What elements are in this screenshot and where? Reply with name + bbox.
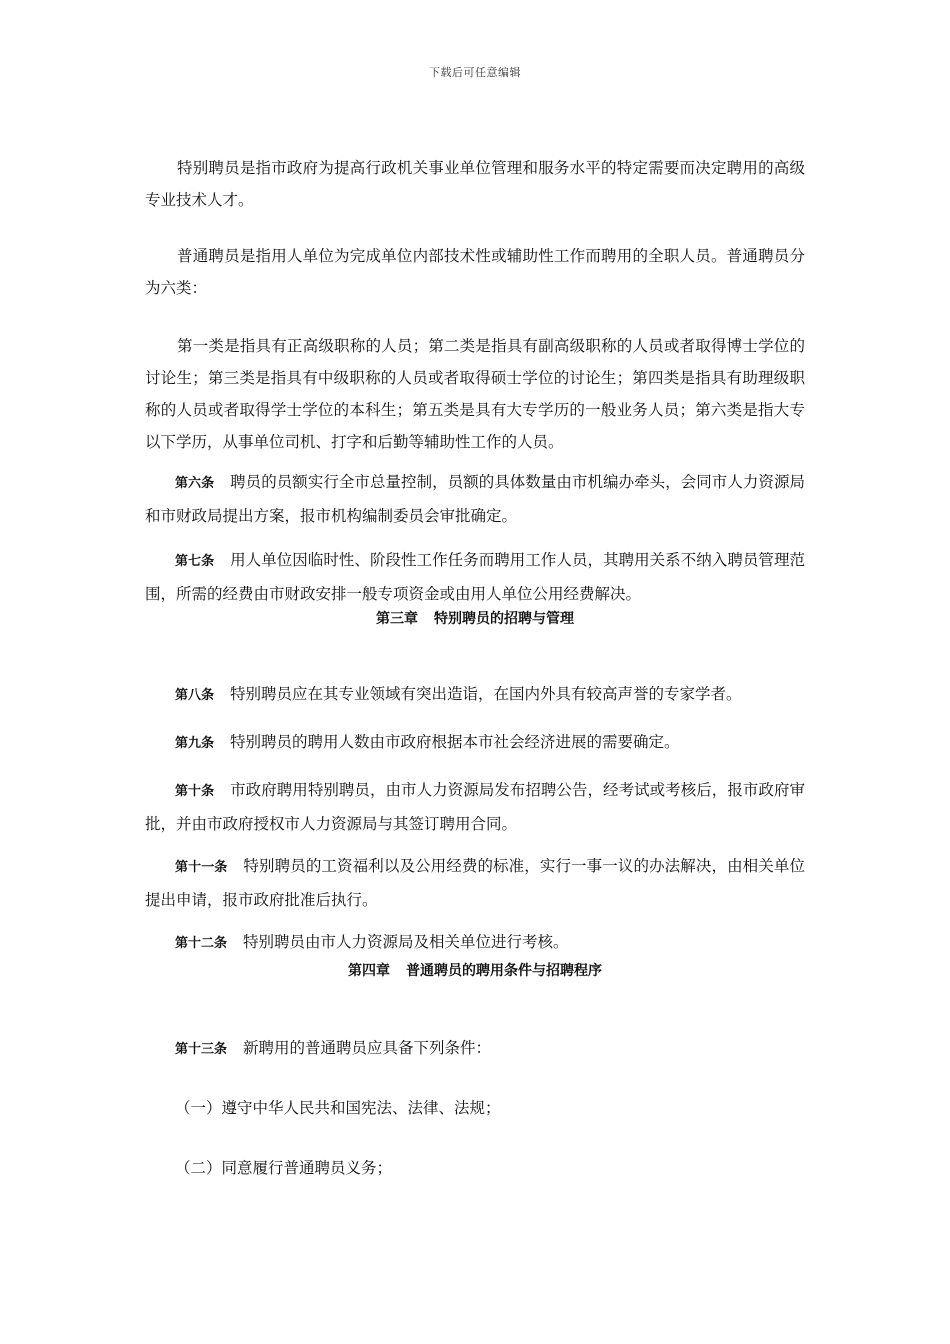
article-text: 市政府聘用特别聘员，由市人力资源局发布招聘公告，经考试或考核后，报市政府审批，并由市政府授权市人力资源局与其签订聘用合同。 bbox=[145, 781, 805, 833]
paragraph-ordinary-employee-definition: 普通聘员是指用人单位为完成单位内部技术性或辅助性工作而聘用的全职人员。普通聘员分为六类： bbox=[145, 247, 805, 297]
chapter-title: 特别聘员的招聘与管理 bbox=[434, 611, 574, 627]
article-number: 第十一条 bbox=[175, 860, 228, 875]
page-header: 下载后可任意编辑 bbox=[429, 66, 521, 79]
article-number: 第十二条 bbox=[175, 936, 228, 951]
chapter-number: 第四章 bbox=[348, 963, 390, 979]
article-13 bbox=[145, 1032, 805, 1066]
chapter-title: 普通聘员的聘用条件与招聘程序 bbox=[406, 963, 602, 979]
paragraph-six-categories: 第一类是指具有正高级职称的人员；第二类是指具有副高级职称的人员或者取得博士学位的讨论生；第三类是指具有中级职称的人员或者取得硕士学位的讨论生；第四类是指具有助理级职称的人员或者取得学士学位的本科生；第五类是具有大专学历的一般业务人员；第六类是指大专以下学历，从事单位司机、打字和后勤等辅助性工作的人员。 bbox=[145, 337, 805, 451]
article-7 bbox=[145, 544, 805, 610]
article-number: 第六条 bbox=[175, 476, 215, 491]
article-8 bbox=[145, 678, 805, 712]
article-number: 第十条 bbox=[175, 784, 215, 799]
chapter-3-heading bbox=[0, 608, 950, 630]
article-text: 聘员的员额实行全市总量控制，员额的具体数量由市机编办牵头，会同市人力资源局和市财政局提出方案，报市机构编制委员会审批确定。 bbox=[145, 473, 805, 525]
article-text: 新聘用的普通聘员应具备下列条件： bbox=[243, 1039, 492, 1057]
chapter-number: 第三章 bbox=[376, 611, 418, 627]
article-number: 第七条 bbox=[175, 554, 215, 569]
article-number: 第十三条 bbox=[175, 1042, 228, 1057]
paragraph-special-employee-definition: 特别聘员是指市政府为提高行政机关事业单位管理和服务水平的特定需要而决定聘用的高级专业技术人才。 bbox=[145, 159, 805, 209]
article-6 bbox=[145, 466, 805, 532]
chapter-4-heading bbox=[0, 960, 950, 982]
article-text: 特别聘员的聘用人数由市政府根据本市社会经济进展的需要确定。 bbox=[230, 733, 680, 751]
article-text: 用人单位因临时性、阶段性工作任务而聘用工作人员，其聘用关系不纳入聘员管理范围，所需的经费由市财政安排一般专项资金或由用人单位公用经费解决。 bbox=[145, 551, 805, 603]
condition-item-1: （一）遵守中华人民共和国宪法、法律、法规； bbox=[175, 1099, 501, 1117]
article-9 bbox=[145, 726, 805, 760]
article-number: 第九条 bbox=[175, 736, 215, 751]
article-text: 特别聘员应在其专业领域有突出造诣，在国内外具有较高声誉的专家学者。 bbox=[230, 685, 742, 703]
condition-item-2: （二）同意履行普通聘员义务； bbox=[175, 1159, 393, 1177]
article-12 bbox=[145, 926, 805, 960]
article-text: 特别聘员由市人力资源局及相关单位进行考核。 bbox=[243, 933, 569, 951]
article-10 bbox=[145, 774, 805, 840]
article-number: 第八条 bbox=[175, 688, 215, 703]
article-text: 特别聘员的工资福利以及公用经费的标准，实行一事一议的办法解决，由相关单位提出申请，报市政府批准后执行。 bbox=[145, 857, 805, 909]
article-11 bbox=[145, 850, 805, 916]
